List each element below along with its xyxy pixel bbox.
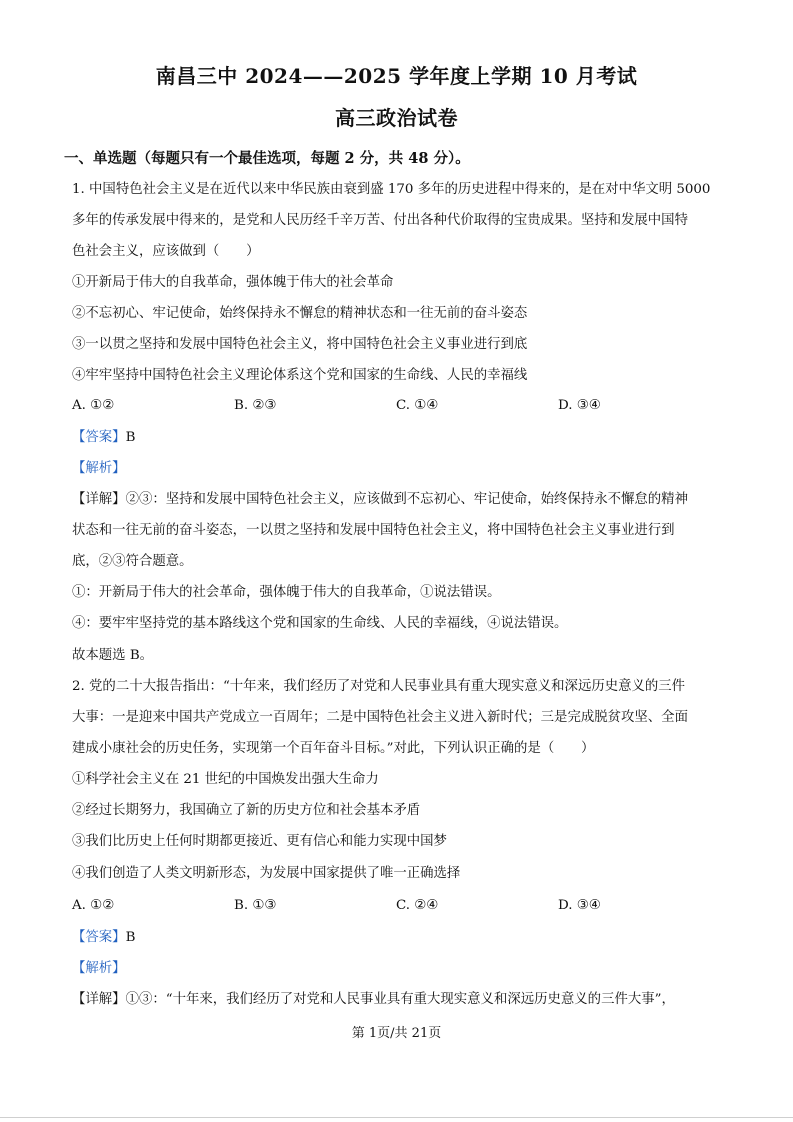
exam-title: 南昌三中 2024——2025 学年度上学期 10 月考试 [155,64,638,88]
exam-subtitle: 高三政治试卷 [335,106,458,130]
q2-statement: ④我们创造了人类文明新形态，为发展中国家提供了唯一正确选择 [72,866,461,881]
q2-analysis-tag: 【解析】 [72,961,126,976]
q2-stem-line: 建成小康社会的历史任务，实现第一个百年奋斗目标。”对此，下列认识正确的是（ ） [72,741,595,756]
q2-options [72,897,727,915]
section-heading: 一、单选题（每题只有一个最佳选项，每题 2 分，共 48 分）。 [64,150,470,167]
q1-statement: ④牢牢坚持中国特色社会主义理论体系这个党和国家的生命线、人民的幸福线 [72,368,528,383]
q1-detail-line: ①：开新局于伟大的社会革命，强体魄于伟大的自我革命，①说法错误。 [72,585,501,600]
q1-analysis [72,460,727,478]
q2-option-d: D. ③④ [558,898,601,913]
q1-detail-line [72,491,727,509]
q1-detail-tag: 【详解】 [72,492,126,507]
q1-statement: ②不忘初心、牢记使命，始终保持永不懈怠的精神状态和一往无前的奋斗姿态 [72,306,528,321]
q1-statement: ③一以贯之坚持和发展中国特色社会主义，将中国特色社会主义事业进行到底 [72,337,528,352]
q2-statement: ③我们比历史上任何时期都更接近、更有信心和能力实现中国梦 [72,834,447,849]
q2-stem-line: 2. 党的二十大报告指出：“十年来，我们经历了对党和人民事业具有重大现实意义和深远历史意义的三件 [72,679,686,694]
q1-detail-line: 状态和一往无前的奋斗姿态，一以贯之坚持和发展中国特色社会主义，将中国特色社会主义事业进行到 [72,523,675,538]
q2-stem-line: 大事：一是迎来中国共产党成立一百周年；二是中国特色社会主义进入新时代；三是完成脱贫攻坚、全面 [72,710,688,725]
q2-detail-text: ①③：“十年来，我们经历了对党和人民事业具有重大现实意义和深远历史意义的三件大事”， [125,992,675,1007]
q1-options [72,397,727,415]
q1-stem-line: 色社会主义，应该做到（ ） [72,244,260,259]
q1-detail-line: 底，②③符合题意。 [72,554,193,569]
q1-detail-line: ④：要牢牢坚持党的基本路线这个党和国家的生命线、人民的幸福线，④说法错误。 [72,616,568,631]
q1-option-a: A. ①② [72,398,115,413]
q1-option-b: B. ②③ [234,398,277,413]
q1-detail-text: ②③：坚持和发展中国特色社会主义，应该做到不忘初心、牢记使命，始终保持永不懈怠的精神 [125,492,688,507]
page-footer: 第 1页/共 21页 [351,1026,442,1041]
q1-stem-line: 1. 中国特色社会主义是在近代以来中华民族由衰到盛 170 多年的历史进程中得来的，是在对中华文明 5000 [72,182,711,197]
q2-option-c: C. ②④ [396,898,439,913]
q1-stem-line: 多年的传承发展中得来的，是党和人民历经千辛万苦、付出各种代价取得的宝贵成果。坚持和发展中国特 [72,213,688,228]
q1-option-d: D. ③④ [558,398,601,413]
q2-detail-line [72,991,727,1009]
q2-option-b: B. ①③ [234,898,277,913]
q1-option-c: C. ①④ [396,398,439,413]
q1-detail-line: 故本题选 B。 [72,648,154,663]
q1-statement: ①开新局于伟大的自我革命，强体魄于伟大的社会革命 [72,275,394,290]
q2-statement: ②经过长期努力，我国确立了新的历史方位和社会基本矛盾 [72,803,421,818]
q2-option-a: A. ①② [72,898,115,913]
q1-analysis-tag: 【解析】 [72,461,126,476]
q2-answer [72,929,727,947]
q2-analysis [72,960,727,978]
q2-detail-tag: 【详解】 [72,992,126,1007]
q2-answer-tag: 【答案】 [72,930,126,945]
page-divider [0,1117,793,1118]
q1-answer [72,429,727,447]
q1-answer-tag: 【答案】 [72,430,126,445]
q2-answer-value: B [125,930,136,945]
q1-answer-value: B [125,430,136,445]
q2-statement: ①科学社会主义在 21 世纪的中国焕发出强大生命力 [72,772,379,787]
